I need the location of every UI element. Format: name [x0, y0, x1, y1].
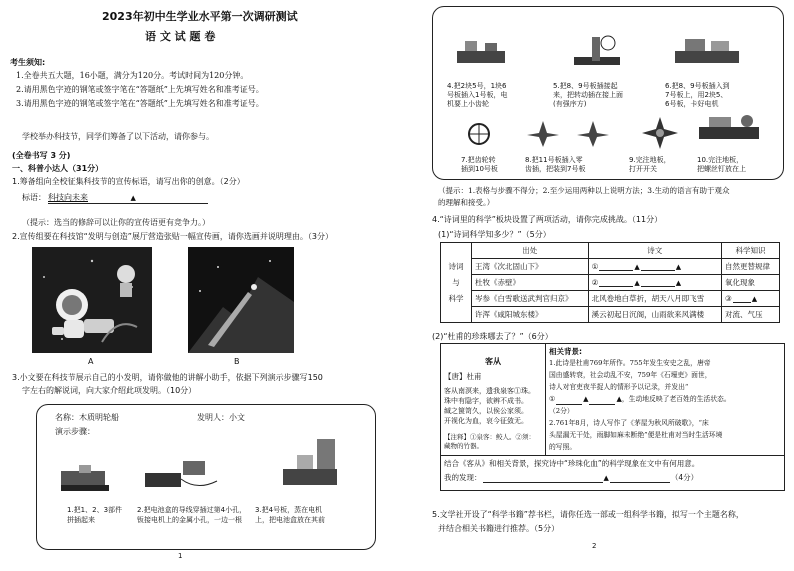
- step-4-text-1: 4.把2块5号，1块6: [447, 82, 507, 90]
- row-3-poem: 北风卷地白草折，胡天八月即飞雪: [588, 291, 721, 307]
- background-line-7: 头屋漏无干处，雨脚如麻未断绝”便是杜甫对当时生活环境: [549, 431, 723, 439]
- poem-title: 客从: [485, 357, 501, 366]
- step-1-text-2: 拼插起来: [67, 516, 95, 524]
- table-row: [441, 307, 780, 323]
- step-10-picture: [695, 111, 769, 145]
- background-line-2: 国由盛转衰，社会动乱不安，759年《石壕吏》面世，: [549, 371, 712, 379]
- discovery-score: （4分）: [670, 473, 699, 482]
- question-4-sub-2: (2)“杜甫的珍珠哪去了？”（6分）: [432, 332, 553, 341]
- step-8b-picture: [573, 117, 613, 149]
- row-1-poem: ①: [591, 262, 599, 271]
- page-number-1: 1: [178, 552, 183, 560]
- row-3-source: 岑参《白雪歌送武判官归京》: [472, 291, 589, 307]
- blank-marker: ▲: [603, 474, 609, 482]
- step-5-text-3: (有强序方): [553, 100, 587, 108]
- step-4-picture: [453, 37, 513, 69]
- intro-text: 学校举办科技节，同学们筹备了以下活动，请你参与。: [22, 132, 214, 141]
- step-1-text-1: 1.把1、2、3部件: [67, 506, 123, 514]
- question-1: 1.筹备组向全校征集科技节的宣传标语，请写出你的创意。（2分）: [12, 177, 245, 186]
- blank-marker: ▲: [583, 395, 589, 403]
- slogan-prefill: 科技向未来: [48, 193, 88, 202]
- step-3-picture: [277, 435, 357, 497]
- step-6-text-3: 6号板，卡好电机: [665, 100, 719, 108]
- step-6-text-1: 6.把8、9号板插入到: [665, 82, 730, 90]
- background-line-3: 诗人对官吏夜半捉人的情形予以记录，并发出“: [549, 383, 689, 391]
- demo-steps-label: 演示步骤：: [55, 427, 95, 436]
- question-4-sub-1: (1)“诗词科学知多少？”（5分）: [438, 230, 551, 239]
- step-6-text-2: 7号板上，用2块5、: [665, 91, 728, 99]
- background-line-1: 1.此诗是杜甫769年所作。755年发生安史之乱，唐帝: [549, 359, 711, 367]
- q3-hint-line-1: （提示：1.表格与步骤不得分；2.至少运用两种以上说明方法；3.生动的语言有助于观众: [438, 186, 730, 195]
- background-line-6: 2.761年8月，诗人写作了《茅屋为秋风所破歌》，“床: [549, 419, 709, 427]
- demo-steps-box: [36, 404, 376, 550]
- step-6-picture: [671, 35, 747, 69]
- row-2-poem: ②: [591, 278, 599, 287]
- background-cell: [546, 344, 785, 456]
- poem-line-4: 开视化为血，哀今征敛无。: [444, 417, 528, 425]
- side-label-2: 与: [452, 277, 460, 287]
- step-5-text-1: 5.把8、9号板插接起: [553, 82, 618, 90]
- poetry-science-table: [440, 242, 780, 323]
- side-label-1: 诗词: [448, 261, 464, 271]
- col-header-poem: 诗文: [588, 243, 721, 259]
- poem-line-3: 缄之箧笥久，以俟公家须。: [444, 407, 528, 415]
- step-7-text-1: 7.把齿轮转: [461, 156, 496, 164]
- step-3-text-1: 3.把4号板，蒸在电机: [255, 506, 323, 514]
- blank-marker: ▲: [634, 279, 640, 287]
- step-9-text-2: 打开开关: [629, 165, 657, 173]
- poster-b-image[interactable]: [188, 247, 294, 353]
- question-2: 2.宣传组要在科技馆“发明与创造”展厅营造张贴一幅宣传画，请你选画并说明理由。（3分）: [12, 232, 334, 241]
- step-10-text-2: 把螺丝钉放在上: [697, 165, 746, 173]
- step-2-picture: [137, 451, 227, 501]
- background-line-5: （2分）: [549, 407, 574, 415]
- question-5-line-2: 并结合相关书籍进行推荐。（5分）: [438, 524, 560, 533]
- poster-b-label: B: [234, 357, 240, 366]
- discovery-answer-line[interactable]: [444, 472, 781, 483]
- background-line-8: 的写照。: [549, 443, 577, 451]
- col-header-source: 出处: [472, 243, 589, 259]
- step-4-text-3: 机要上小齿轮: [447, 100, 489, 108]
- fill-marker-1: ①: [549, 395, 556, 403]
- poem-note-1: 【注释】①泉客：鲛人。②须：: [444, 433, 535, 441]
- row-4-source: 许浑《咸阳城东楼》: [472, 307, 589, 323]
- step-5-picture: [568, 29, 628, 73]
- poem-note-2: 藏物的竹器。: [444, 442, 483, 450]
- slogan-label: 标语：: [22, 193, 46, 202]
- row-2-source: 杜牧《赤壁》: [472, 275, 589, 291]
- step-8-text-1: 8.把11号板插入零: [525, 156, 583, 164]
- invention-inventor: 发明人：小文: [197, 413, 245, 422]
- row-4-poem: 溪云初起日沉阁，山雨欲来风满楼: [588, 307, 721, 323]
- poem-background-table: [440, 343, 785, 491]
- step-1-picture: [57, 457, 117, 497]
- section-1-heading: 一、科普小达人（31分）: [12, 164, 104, 173]
- blank-marker: ▲: [675, 263, 682, 271]
- page-1: [0, 0, 395, 571]
- table-row: [441, 259, 780, 275]
- step-4-text-2: 号板插入1号板，电: [447, 91, 508, 99]
- row-1-science: 自然更替规律: [721, 259, 779, 275]
- side-label-3: 科学: [448, 293, 464, 303]
- poster-a-label: A: [88, 357, 94, 366]
- row-2-science: 氧化现象: [721, 275, 779, 291]
- section-score: (全卷书写 3 分): [12, 151, 71, 160]
- blank-marker: ▲: [616, 395, 622, 403]
- blank-marker: ▲: [675, 279, 682, 287]
- step-2-text-2: 钣接电机上的金属小孔，一边一根: [137, 516, 242, 524]
- blank-marker: ▲: [634, 263, 640, 271]
- step-9-text-1: 9.完注地板，: [629, 156, 671, 164]
- poem-author: 【唐】杜甫: [444, 372, 482, 381]
- question-5-line-1: 5.文学社开设了“科学书籍”荐书栏，请你任选一部或一组科学书籍，拟写一个主题名称，: [432, 510, 744, 519]
- row-1-source: 王湾《次北固山下》: [472, 259, 589, 275]
- blank-marker: ▲: [130, 194, 136, 202]
- table-row: [441, 275, 780, 291]
- step-3-text-2: 上，把电池盒放在其前: [255, 516, 325, 524]
- discovery-cell: [441, 456, 785, 491]
- background-title: 相关背景:: [549, 347, 582, 356]
- row-4-science: 对流、气压: [721, 307, 779, 323]
- row-1-poem-blank[interactable]: [588, 259, 721, 275]
- table-header-row: [441, 243, 780, 259]
- question-3-line-1: 3.小文要在科技节展示自己的小发明，请你做他的讲解小助手，依据下列演示步骤写150: [12, 373, 323, 382]
- poster-a-image[interactable]: [32, 247, 152, 353]
- row-3-science-blank[interactable]: [721, 291, 779, 307]
- question-4: 4.“诗词里的科学”板块设置了两项活动，请你完成挑战。（11分）: [432, 215, 663, 224]
- question-3-line-2: 字左右的解说词，向大家介绍此项发明。（10分）: [22, 386, 197, 395]
- blank-marker: ▲: [751, 295, 758, 303]
- row-2-poem-blank[interactable]: [588, 275, 721, 291]
- night-scene-illustration: [188, 247, 294, 353]
- notice-title: 考生须知:: [10, 58, 46, 67]
- exam-title: 2023年初中生学业水平第一次调研测试: [102, 10, 298, 23]
- slogan-hint: （提示：选当的修辞可以让你的宣传语更有竞争力。）: [22, 218, 210, 227]
- table-row: [441, 291, 780, 307]
- step-9-picture: [638, 115, 682, 151]
- background-fill-line[interactable]: [549, 393, 781, 405]
- astronaut-illustration: [32, 247, 152, 353]
- notice-1: 1.全卷共五大题，16小题，满分为120分。考试时间为120分钟。: [16, 71, 249, 80]
- q3-hint-line-2: 的理解和接受。）: [438, 198, 495, 207]
- poem-line-1: 客从南溟来，遗我泉客①珠。: [444, 387, 535, 395]
- page-number-2: 2: [592, 542, 597, 550]
- col-header-science: 科学知识: [721, 243, 779, 259]
- step-7-text-2: 插到10号板: [461, 165, 498, 173]
- exam-subtitle: 语 文 试 题 卷: [145, 30, 216, 43]
- notice-2: 2.请用黑色字迹的钢笔或签字笔在“答题纸”上先填写姓名和准考证号。: [16, 85, 264, 94]
- invention-name: 名称：木质明轮船: [55, 413, 119, 422]
- side-label-cell: [441, 243, 472, 323]
- poem-line-2: 珠中有隐字，欲辨不成书。: [444, 397, 528, 405]
- step-7-picture: [459, 119, 499, 149]
- background-line-4: ，生动地反映了老百姓的生活状态。: [621, 395, 731, 403]
- slogan-answer-line[interactable]: [48, 193, 208, 204]
- step-8a-picture: [523, 117, 563, 149]
- poem-cell: [441, 344, 546, 456]
- discovery-label: 我的发现：: [444, 473, 482, 482]
- notice-3: 3.请用黑色字迹的钢笔或签字笔在“答题纸”上先填写姓名和准考证号。: [16, 99, 264, 108]
- step-10-text-1: 10.完注地板，: [697, 156, 744, 164]
- combine-line: 结合《客从》和相关背景，探究诗中“珍珠化血”的科学现象在文中有何用意。: [444, 459, 700, 468]
- step-2-text-1: 2.把电池盒的导线穿插过第4小孔，: [137, 506, 247, 514]
- step-5-text-2: 来，把转动插在接上面: [553, 91, 623, 99]
- step-8-text-2: 齿插，把装到7号板: [525, 165, 586, 173]
- row-3-science: ③: [724, 294, 732, 303]
- page-2: [402, 0, 794, 571]
- demo-steps-box-continued: [432, 6, 784, 180]
